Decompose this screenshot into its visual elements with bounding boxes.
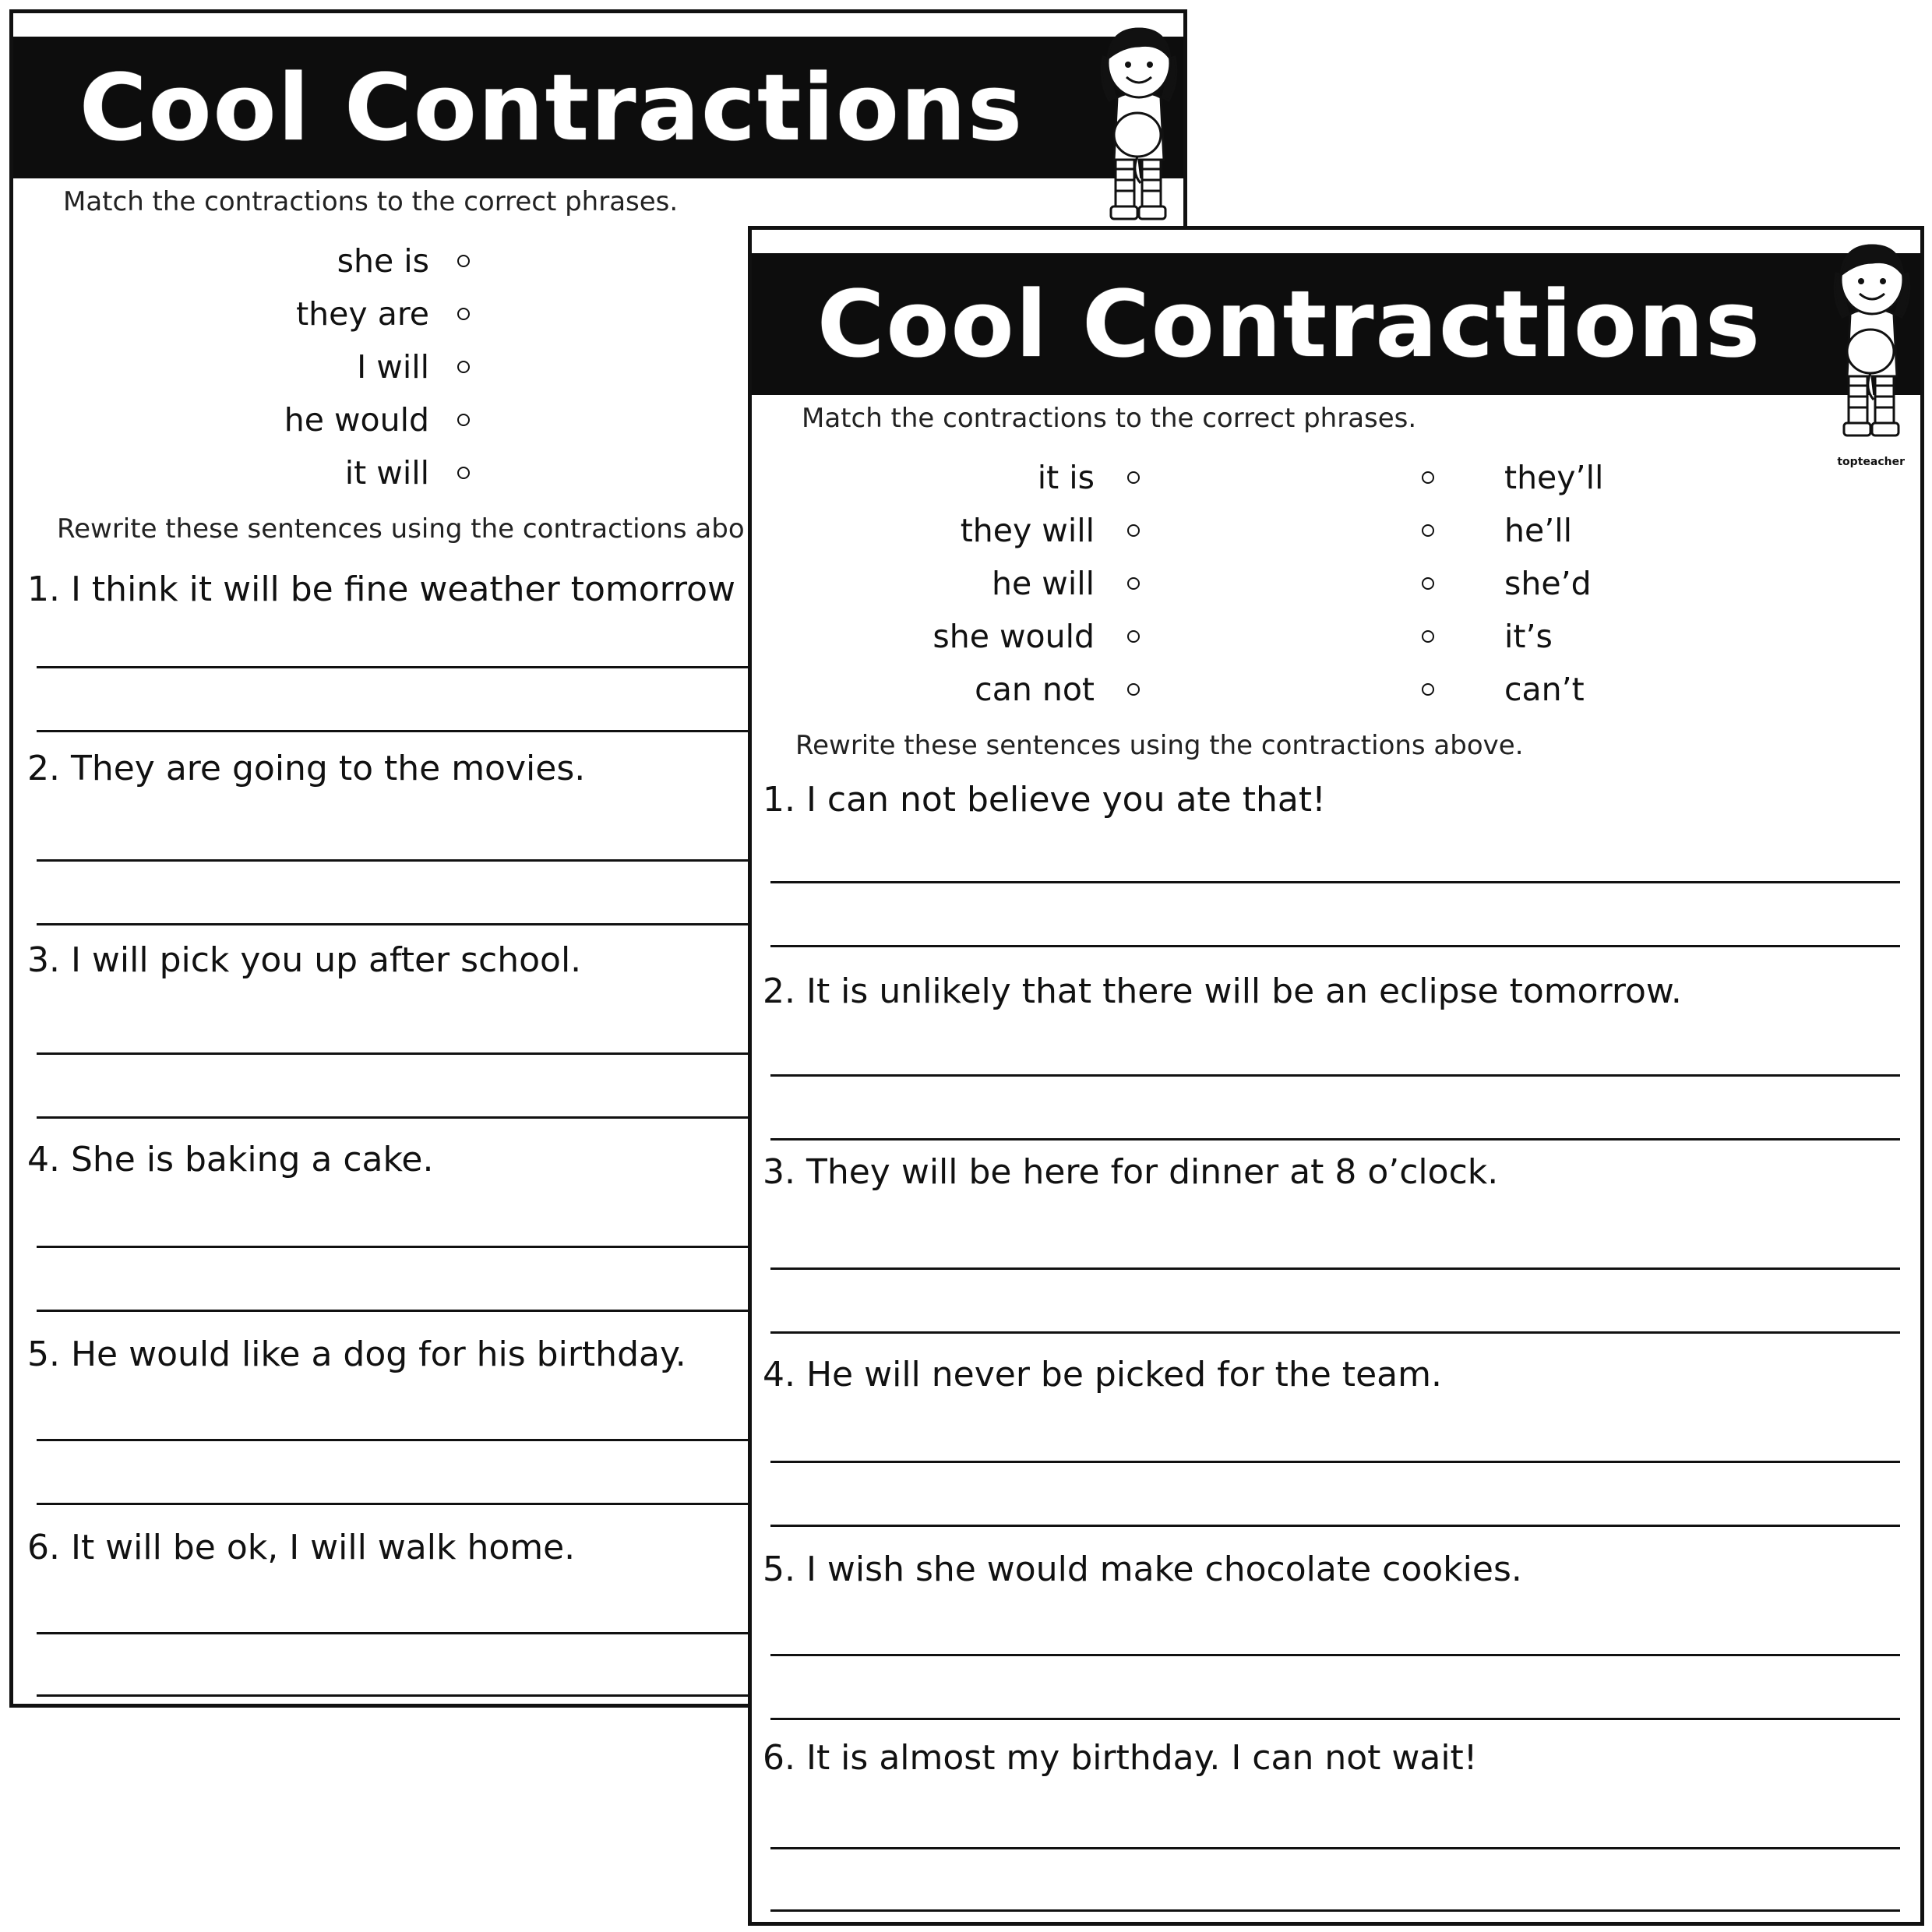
phrase-label: it will [344,454,429,492]
phrase-label: it is [1037,459,1095,496]
contraction-match-dot[interactable] [1422,524,1434,537]
phrase-match-dot[interactable] [1127,683,1140,696]
question-1: 1. I can not believe you ate that! [763,780,1326,820]
match-row[interactable] [869,666,1585,713]
girl-mascot-icon [1825,236,1919,439]
answer-line[interactable] [770,881,1900,883]
question-4: 4. She is baking a cake. [27,1140,434,1179]
phrase-label: can not [975,671,1095,708]
answer-line[interactable] [770,1138,1900,1141]
match-row[interactable] [169,344,470,390]
match-row[interactable] [169,238,470,284]
worksheet-title: Cool Contractions [79,54,1024,161]
topteacher-logo: topteacher [1837,456,1905,468]
contraction-label: she’d [1504,565,1592,602]
question-1: 1. I think it will be fine weather tomorrow [27,569,736,609]
answer-line[interactable] [770,1267,1900,1270]
answer-line[interactable] [770,1909,1900,1912]
question-3: 3. They will be here for dinner at 8 o’clock. [763,1152,1499,1192]
contraction-match-dot[interactable] [1422,683,1434,696]
phrase-label: he will [992,565,1095,602]
title-banner [13,37,1183,178]
phrase-match-dot[interactable] [457,361,470,373]
contraction-match-dot[interactable] [1422,577,1434,590]
contraction-label: it’s [1504,618,1553,655]
match-row[interactable] [169,450,470,496]
question-3: 3. I will pick you up after school. [27,940,582,980]
question-2: 2. It is unlikely that there will be an eclipse tomorrow. [763,971,1682,1011]
phrase-match-dot[interactable] [457,308,470,320]
worksheet-title: Cool Contractions [816,270,1762,378]
answer-line[interactable] [770,1461,1900,1463]
match-instructions: Match the contractions to the correct phrases. [802,403,1417,434]
question-6: 6. It will be ok, I will walk home. [27,1528,576,1567]
contraction-match-dot[interactable] [1422,471,1434,484]
rewrite-instructions: Rewrite these sentences using the contractions abo [57,513,745,545]
phrase-label: they will [960,512,1095,549]
match-row[interactable] [869,613,1553,660]
phrase-label: they are [296,295,429,333]
answer-line[interactable] [770,945,1900,947]
match-row[interactable] [869,454,1603,501]
match-row[interactable] [869,507,1572,554]
phrase-label: she would [933,618,1095,655]
phrase-match-dot[interactable] [457,414,470,426]
phrase-match-dot[interactable] [457,255,470,267]
answer-line[interactable] [770,1718,1900,1720]
phrase-label: he would [284,401,429,439]
question-4: 4. He will never be picked for the team. [763,1355,1442,1394]
match-row[interactable] [869,560,1592,607]
answer-line[interactable] [770,1654,1900,1656]
match-instructions: Match the contractions to the correct phrases. [63,186,679,217]
question-5: 5. I wish she would make chocolate cookies. [763,1549,1522,1589]
phrase-match-dot[interactable] [1127,630,1140,643]
contraction-match-dot[interactable] [1422,630,1434,643]
phrase-match-dot[interactable] [1127,471,1140,484]
contraction-label: he’ll [1504,512,1573,549]
answer-line[interactable] [770,1847,1900,1849]
answer-line[interactable] [770,1074,1900,1077]
phrase-match-dot[interactable] [1127,524,1140,537]
worksheet-front [748,226,1924,1926]
contraction-label: can’t [1504,671,1585,708]
question-5: 5. He would like a dog for his birthday. [27,1334,686,1374]
phrase-match-dot[interactable] [457,467,470,479]
contraction-label: they’ll [1504,459,1604,496]
question-2: 2. They are going to the movies. [27,749,586,788]
match-row[interactable] [169,291,470,337]
answer-line[interactable] [770,1331,1900,1334]
girl-mascot-icon [1092,19,1186,222]
question-6: 6. It is almost my birthday. I can not wait! [763,1738,1478,1778]
answer-line[interactable] [770,1525,1900,1527]
match-row[interactable] [169,397,470,443]
rewrite-instructions: Rewrite these sentences using the contractions above. [795,730,1524,761]
phrase-match-dot[interactable] [1127,577,1140,590]
phrase-label: I will [357,348,429,386]
title-banner [752,253,1920,395]
phrase-label: she is [337,242,429,280]
